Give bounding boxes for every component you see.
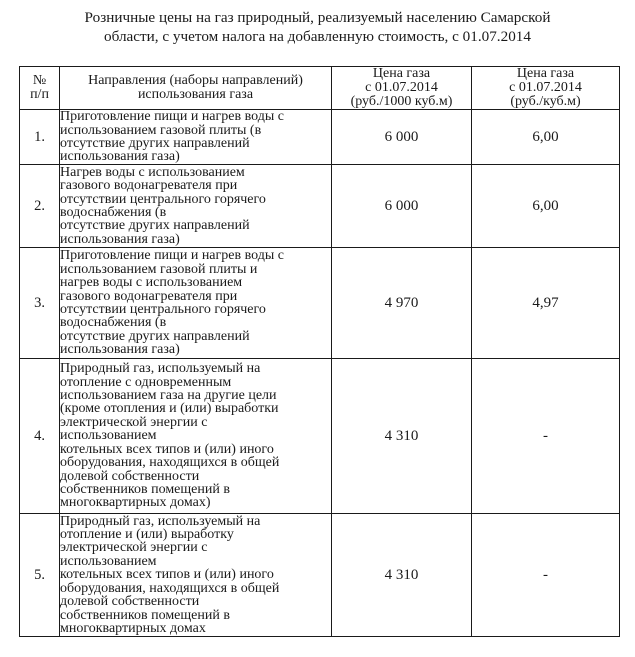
row-price-1: 6,00 xyxy=(472,110,620,165)
header-direction: Направления (наборы направлений) использования газа xyxy=(60,67,332,110)
row-number: 3. xyxy=(20,248,60,359)
row-price-1: - xyxy=(472,359,620,514)
header-price-1: Цена газа с 01.07.2014 (руб./куб.м) xyxy=(472,67,620,110)
document-title xyxy=(20,8,615,46)
row-number: 1. xyxy=(20,110,60,165)
row-price-1000: 4 970 xyxy=(332,248,472,359)
row-price-1: 6,00 xyxy=(472,165,620,248)
row-price-1000: 6 000 xyxy=(332,165,472,248)
row-number: 2. xyxy=(20,165,60,248)
table-row xyxy=(20,165,620,248)
row-direction: Приготовление пищи и нагрев воды с использованием газовой плиты и нагрев воды с использованием газового водонагревателя при отсутствии центрального горячего водоснабжения (в отсутствие других направлений использования газа) xyxy=(60,248,332,359)
row-number: 5. xyxy=(20,514,60,637)
row-direction: Природный газ, используемый на отопление с одновременным использованием газа на другие цели (кроме отопления и (или) выработки электрической энергии с использованием котельных всех типов и (или) иного оборудования, находящихся в общей долевой собственности собственников помещений в многоквартирных домах) xyxy=(60,359,332,514)
header-num: № п/п xyxy=(20,67,60,110)
title-line: Розничные цены на газ природный, реализуемый населению Самарской xyxy=(84,9,551,26)
row-direction: Нагрев воды с использованием газового водонагревателя при отсутствии центрального горячего водоснабжения (в отсутствие других направлений использования газа) xyxy=(60,165,332,248)
table-row xyxy=(20,514,620,637)
price-table xyxy=(19,66,620,637)
row-price-1000: 4 310 xyxy=(332,514,472,637)
row-number: 4. xyxy=(20,359,60,514)
row-price-1: 4,97 xyxy=(472,248,620,359)
title-line: области, с учетом налога на добавленную стоимость, с 01.07.2014 xyxy=(104,28,531,45)
table-row xyxy=(20,110,620,165)
header-price-1000: Цена газа с 01.07.2014 (руб./1000 куб.м) xyxy=(332,67,472,110)
row-price-1000: 6 000 xyxy=(332,110,472,165)
table-header-row xyxy=(20,67,620,110)
row-price-1000: 4 310 xyxy=(332,359,472,514)
row-direction: Природный газ, используемый на отопление и (или) выработку электрической энергии с использованием котельных всех типов и (или) иного оборудования, находящихся в общей долевой собственности собственников помещений в многоквартирных домах xyxy=(60,514,332,637)
row-direction: Приготовление пищи и нагрев воды с использованием газовой плиты (в отсутствие других направлений использования газа) xyxy=(60,110,332,165)
table-row xyxy=(20,248,620,359)
table-row xyxy=(20,359,620,514)
row-price-1: - xyxy=(472,514,620,637)
